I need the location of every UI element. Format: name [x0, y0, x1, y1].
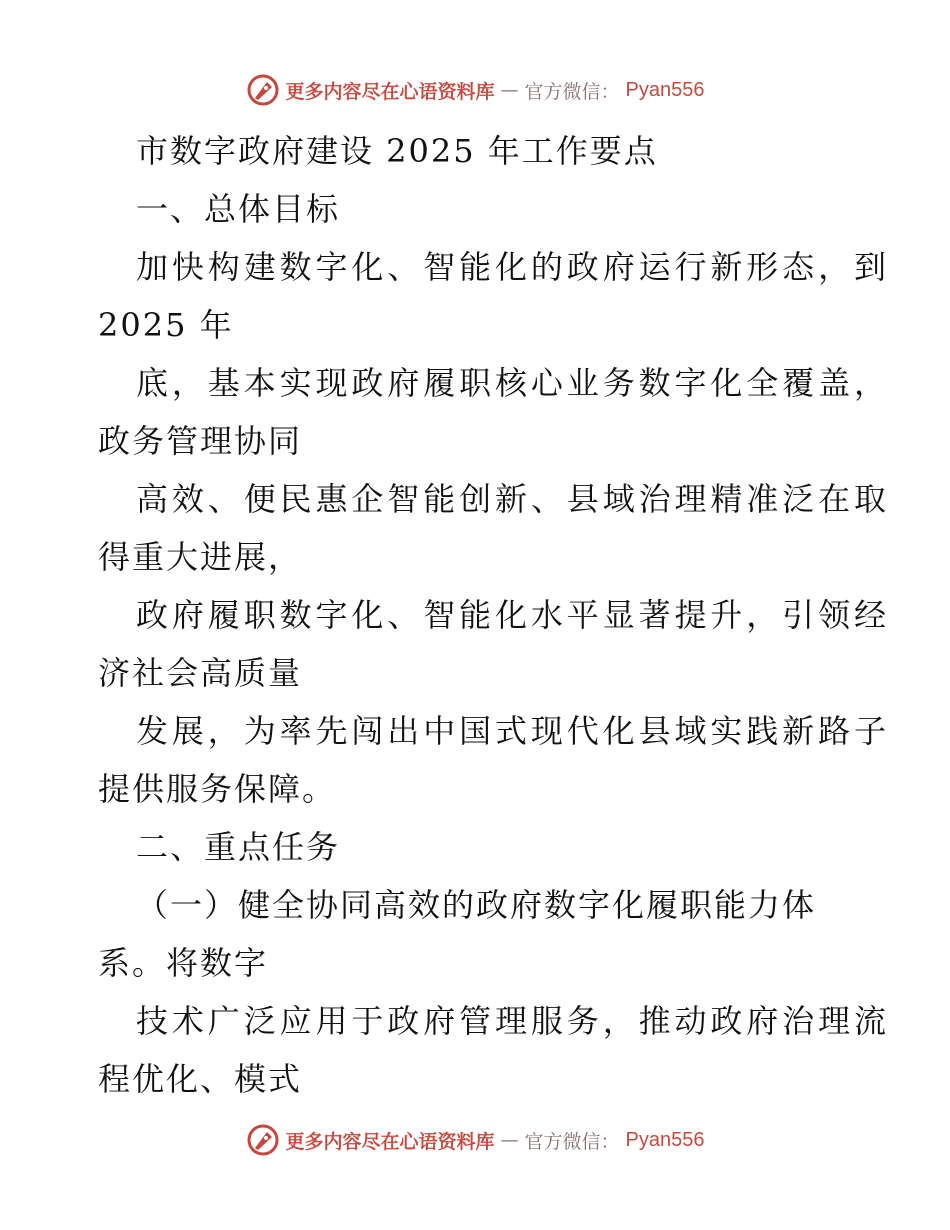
paragraph-line: 得重大进展， [98, 538, 303, 576]
paragraph-line: 发展，为率先闯出中国式现代化县域实践新路子 [136, 712, 888, 750]
footer-watermark-banner [0, 1120, 950, 1160]
paragraph-line: 2025 年 [98, 306, 234, 344]
banner-wechat-label: 官方微信： [524, 1130, 620, 1153]
subsection-heading-line: （一）健全协同高效的政府数字化履职能力体 [136, 886, 817, 924]
paragraph-line: 加快构建数字化、智能化的政府运行新形态，到 [136, 248, 888, 286]
banner-separator: — [500, 79, 519, 101]
paragraph-line: 底，基本实现政府履职核心业务数字化全覆盖， [136, 364, 888, 402]
banner-wechat-account: Pyan556 [625, 78, 705, 101]
paragraph-line: 高效、便民惠企智能创新、县域治理精准泛在取 [136, 480, 888, 518]
banner-wechat-account: Pyan556 [625, 1128, 705, 1151]
pen-nib-logo-icon [246, 73, 280, 107]
banner-brand-text: 更多内容尽在心语资料库 [285, 1130, 495, 1153]
paragraph-line: 政务管理协同 [98, 422, 303, 460]
banner-separator: — [500, 1129, 519, 1151]
document-body [98, 122, 888, 1108]
paragraph-line: 济社会高质量 [98, 654, 303, 692]
document-title: 市数字政府建设 2025 年工作要点 [136, 132, 658, 170]
section-heading-overall-goal: 一、总体目标 [136, 190, 341, 228]
paragraph-line: 技术广泛应用于政府管理服务，推动政府治理流 [136, 1002, 888, 1040]
pen-nib-logo-icon [246, 1123, 280, 1157]
header-watermark-banner [0, 70, 950, 110]
section-heading-key-tasks: 二、重点任务 [136, 828, 341, 866]
paragraph-line: 程优化、模式 [98, 1060, 303, 1098]
paragraph-line: 提供服务保障。 [98, 770, 337, 808]
paragraph-line: 系。将数字 [98, 944, 269, 982]
banner-brand-text: 更多内容尽在心语资料库 [285, 80, 495, 103]
banner-wechat-label: 官方微信： [524, 80, 620, 103]
paragraph-line: 政府履职数字化、智能化水平显著提升，引领经 [136, 596, 888, 634]
